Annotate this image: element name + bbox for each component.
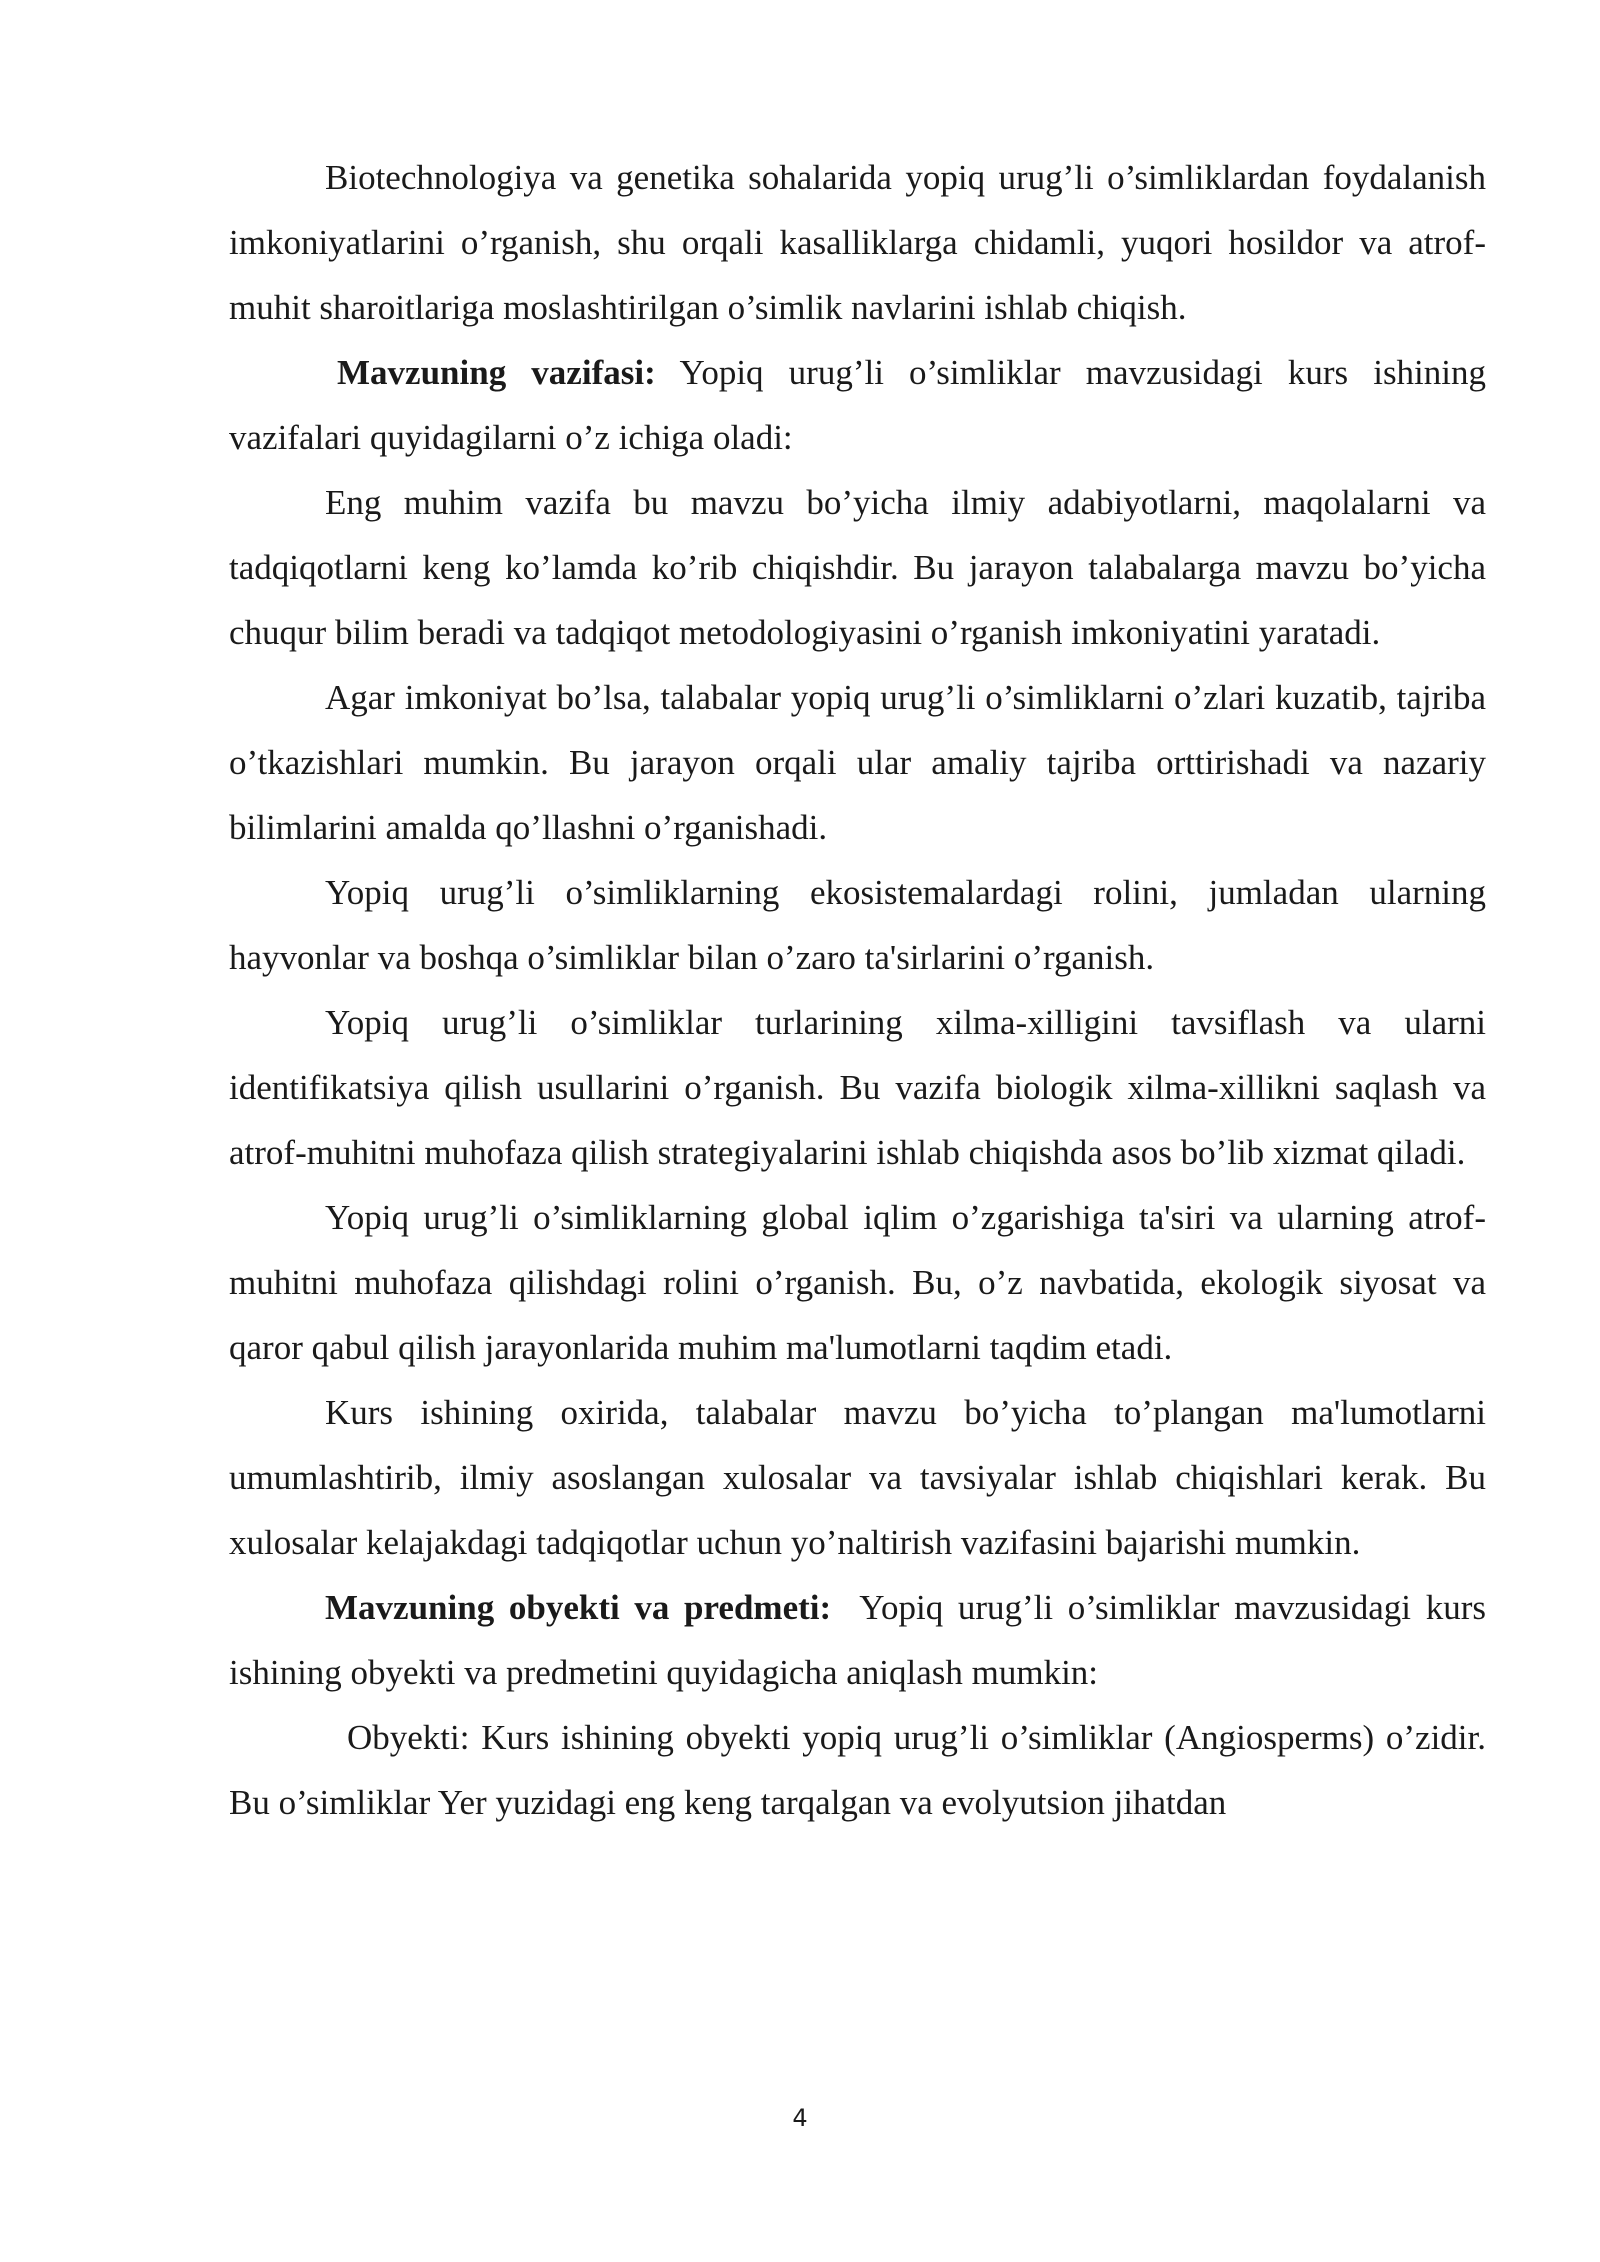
paragraph-literature-review: [229, 470, 1486, 665]
section-heading-object-subject: Mavzuning obyekti va predmeti:: [325, 1588, 832, 1627]
paragraph-text: Yopiq urug’li o’simliklar mavzusidagi kurs ishining vazifalari quyidagilarni o’z ichiga oladi:: [229, 353, 1487, 457]
paragraph-biotech: [229, 145, 1486, 340]
paragraph-climate: [229, 1185, 1486, 1380]
paragraph-text: Yopiq urug’li o’simliklarning ekosistemalardagi rolini, jumladan ularning hayvonlar va boshqa o’simliklar bilan o’zaro ta'sirlarini o’rganish.: [229, 873, 1486, 977]
paragraph-observation: [229, 665, 1486, 860]
paragraph-text: Kurs ishining oxirida, talabalar mavzu bo’yicha to’plangan ma'lumotlarni umumlashtirib, ilmiy asoslangan xulosalar va tavsiyalar ishlab chiqishlari kerak. Bu xulosalar kelajakdagi tadqiqotlar uchun yo’naltirish vazifasini bajarishi mumkin.: [229, 1393, 1486, 1562]
paragraph-conclusion: [229, 1380, 1486, 1575]
paragraph-ecosystem-role: [229, 860, 1486, 990]
paragraph-object-subject-intro: [229, 1575, 1495, 1705]
paragraph-text: Biotechnologiya va genetika sohalarida yopiq urug’li o’simliklardan foydalanish imkoniyatlarini o’rganish, shu orqali kasalliklarga chidamli, yuqori hosildor va atrof-muhit sharoitlariga moslashtirilgan o’simlik navlarini ishlab chiqish.: [229, 158, 1486, 327]
section-heading-tasks: Mavzuning vazifasi:: [337, 353, 656, 392]
paragraph-text: Eng muhim vazifa bu mavzu bo’yicha ilmiy adabiyotlarni, maqolalarni va tadqiqotlarni keng ko’lamda ko’rib chiqishdir. Bu jarayon talabalarga mavzu bo’yicha chuqur bilim beradi va tadqiqot metodologiyasini o’rganish imkoniyatini yaratadi.: [229, 483, 1486, 652]
paragraph-diversity: [229, 990, 1486, 1185]
paragraph-text: Obyekti: Kurs ishining obyekti yopiq urug’li o’simliklar (Angiosperms) o’zidir. Bu o’simliklar Yer yuzidagi eng keng tarqalgan va evolyutsion jihatdan: [229, 1718, 1486, 1822]
paragraph-object: [229, 1705, 1486, 1835]
page-number: 4: [792, 2104, 808, 2132]
paragraph-text: Yopiq urug’li o’simliklarning global iqlim o’zgarishiga ta'siri va ularning atrof-muhitni muhofaza qilishdagi rolini o’rganish. Bu, o’z navbatida, ekologik siyosat va qaror qabul qilish jarayonlarida muhim ma'lumotlarni taqdim etadi.: [229, 1198, 1486, 1367]
paragraph-text: Yopiq urug’li o’simliklar turlarining xilma-xilligini tavsiflash va ularni identifikatsiya qilish usullarini o’rganish. Bu vazifa biologik xilma-xillikni saqlash va atrof-muhitni muhofaza qilish strategiyalarini ishlab chiqishda asos bo’lib xizmat qiladi.: [229, 1003, 1486, 1172]
paragraph-text: Yopiq urug’li o’simliklar mavzusidagi kurs ishining obyekti va predmetini quyidagicha aniqlash mumkin:: [229, 1588, 1495, 1692]
document-body: [229, 145, 1495, 1835]
paragraph-tasks-intro: [229, 340, 1486, 470]
paragraph-text: Agar imkoniyat bo’lsa, talabalar yopiq urug’li o’simliklarni o’zlari kuzatib, tajriba o’tkazishlari mumkin. Bu jarayon orqali ular amaliy tajriba orttirishadi va nazariy bilimlarini amalda qo’llashni o’rganishadi.: [229, 678, 1486, 847]
